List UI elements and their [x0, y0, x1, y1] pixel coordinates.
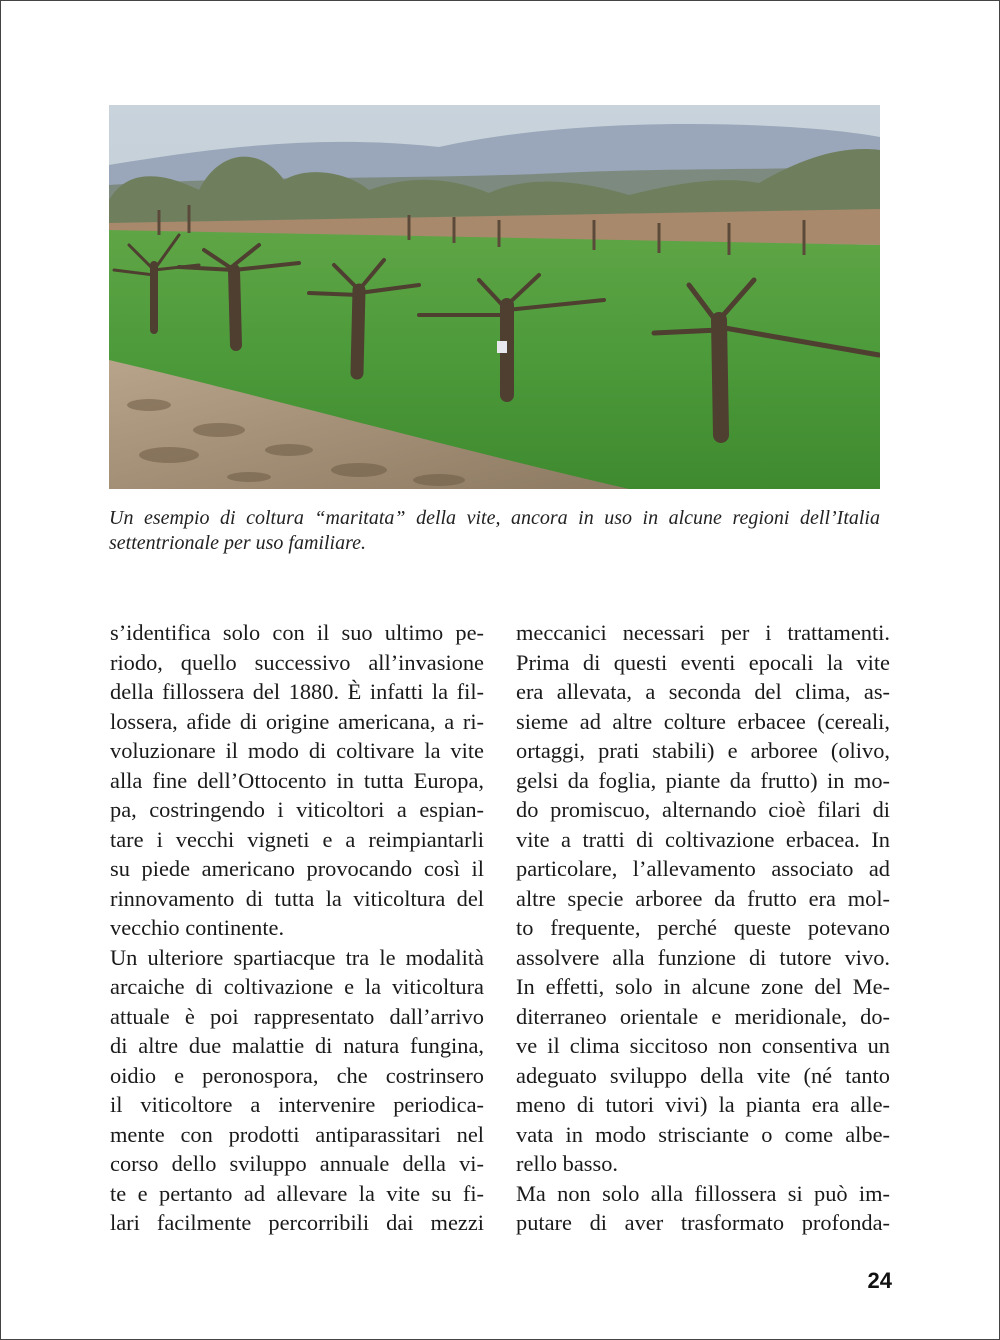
text-line: della fillossera del 1880. È infatti la fil-	[110, 679, 484, 704]
text-line: vite a tratti di coltivazione erbacea. In	[516, 826, 890, 852]
text-line: diterraneo orientale e meridionale, do-	[516, 1003, 890, 1029]
text-line: mente con prodotti antiparassitari nel	[110, 1121, 484, 1147]
text-line: rello basso.	[516, 1151, 618, 1176]
vineyard-photo	[109, 105, 880, 489]
text-line: s’identifica solo con il suo ultimo pe-	[110, 620, 484, 645]
text-line: putare di aver trasformato profonda-	[516, 1210, 890, 1235]
text-line: voluzionare il modo di coltivare la vite	[110, 738, 484, 763]
figure-caption	[109, 506, 880, 556]
text-line: sieme ad altre colture erbacee (cereali,	[516, 708, 890, 734]
text-line: In effetti, solo in alcune zone del Me-	[516, 974, 890, 999]
text-line: meccanici necessari per i trattamenti.	[516, 620, 890, 645]
text-line: pa, costringendo i viticoltori a espian-	[110, 797, 484, 822]
text-line: tare i vecchi vigneti e a reimpiantarli	[110, 826, 484, 852]
text-line: Ma non solo alla fillossera si può im-	[516, 1180, 890, 1206]
text-line: il viticoltore a intervenire periodica-	[110, 1092, 484, 1117]
text-line: ve il clima siccitoso non consentiva un	[516, 1033, 890, 1058]
text-line: do promiscuo, alternando cioè filari di	[516, 797, 890, 822]
text-line: vecchio continente.	[110, 915, 285, 940]
text-line: rinnovamento di tutta la viticoltura del	[110, 885, 484, 911]
text-line: vata in modo strisciante o come albe-	[516, 1121, 890, 1147]
text-line: attuale è poi rappresentato dall’arrivo	[110, 1003, 484, 1029]
text-line: Un ulteriore spartiacque tra le modalità	[110, 944, 484, 970]
text-line: corso dello sviluppo annuale della vi-	[110, 1151, 484, 1176]
text-line: ortaggi, prati stabili) e arboree (olivo,	[516, 738, 890, 763]
text-line: adeguato sviluppo della vite (né tanto	[516, 1062, 890, 1088]
caption-line: Un esempio di coltura “maritata” della vite, ancora in uso in alcune regioni dell’Italia	[109, 507, 880, 529]
text-line: su piede americano provocando così il	[110, 856, 484, 881]
text-line: alla fine dell’Ottocento in tutta Europa,	[110, 767, 484, 793]
text-line: te e pertanto ad allevare la vite su fi-	[110, 1180, 484, 1206]
text-line: riodo, quello successivo all’invasione	[110, 649, 484, 675]
page-number: 24	[867, 1268, 892, 1293]
text-line: altre specie arboree da frutto era mol-	[516, 885, 890, 911]
text-line: gelsi da foglia, piante da frutto) in mo-	[516, 767, 890, 793]
text-line: di altre due malattie di natura fungina,	[110, 1033, 484, 1058]
text-line: meno di tutori vivi) la pianta era alle-	[516, 1092, 890, 1117]
text-line: to frequente, perché queste potevano	[516, 915, 890, 940]
text-line: Prima di questi eventi epocali la vite	[516, 649, 890, 675]
text-line: lari facilmente percorribili dai mezzi	[110, 1210, 484, 1235]
text-column-right	[516, 618, 890, 1238]
text-line: arcaiche di coltivazione e la viticoltura	[110, 974, 484, 999]
text-line: era allevata, a seconda del clima, as-	[516, 679, 890, 704]
text-line: particolare, l’allevamento associato ad	[516, 856, 890, 881]
caption-line: settentrionale per uso familiare.	[109, 532, 367, 554]
text-line: assolvere alla funzione di tutore vivo.	[516, 944, 890, 970]
text-line: oidio e peronospora, che costrinsero	[110, 1062, 484, 1088]
text-line: lossera, afide di origine americana, a ri-	[110, 708, 484, 734]
text-column-left	[110, 618, 484, 1238]
